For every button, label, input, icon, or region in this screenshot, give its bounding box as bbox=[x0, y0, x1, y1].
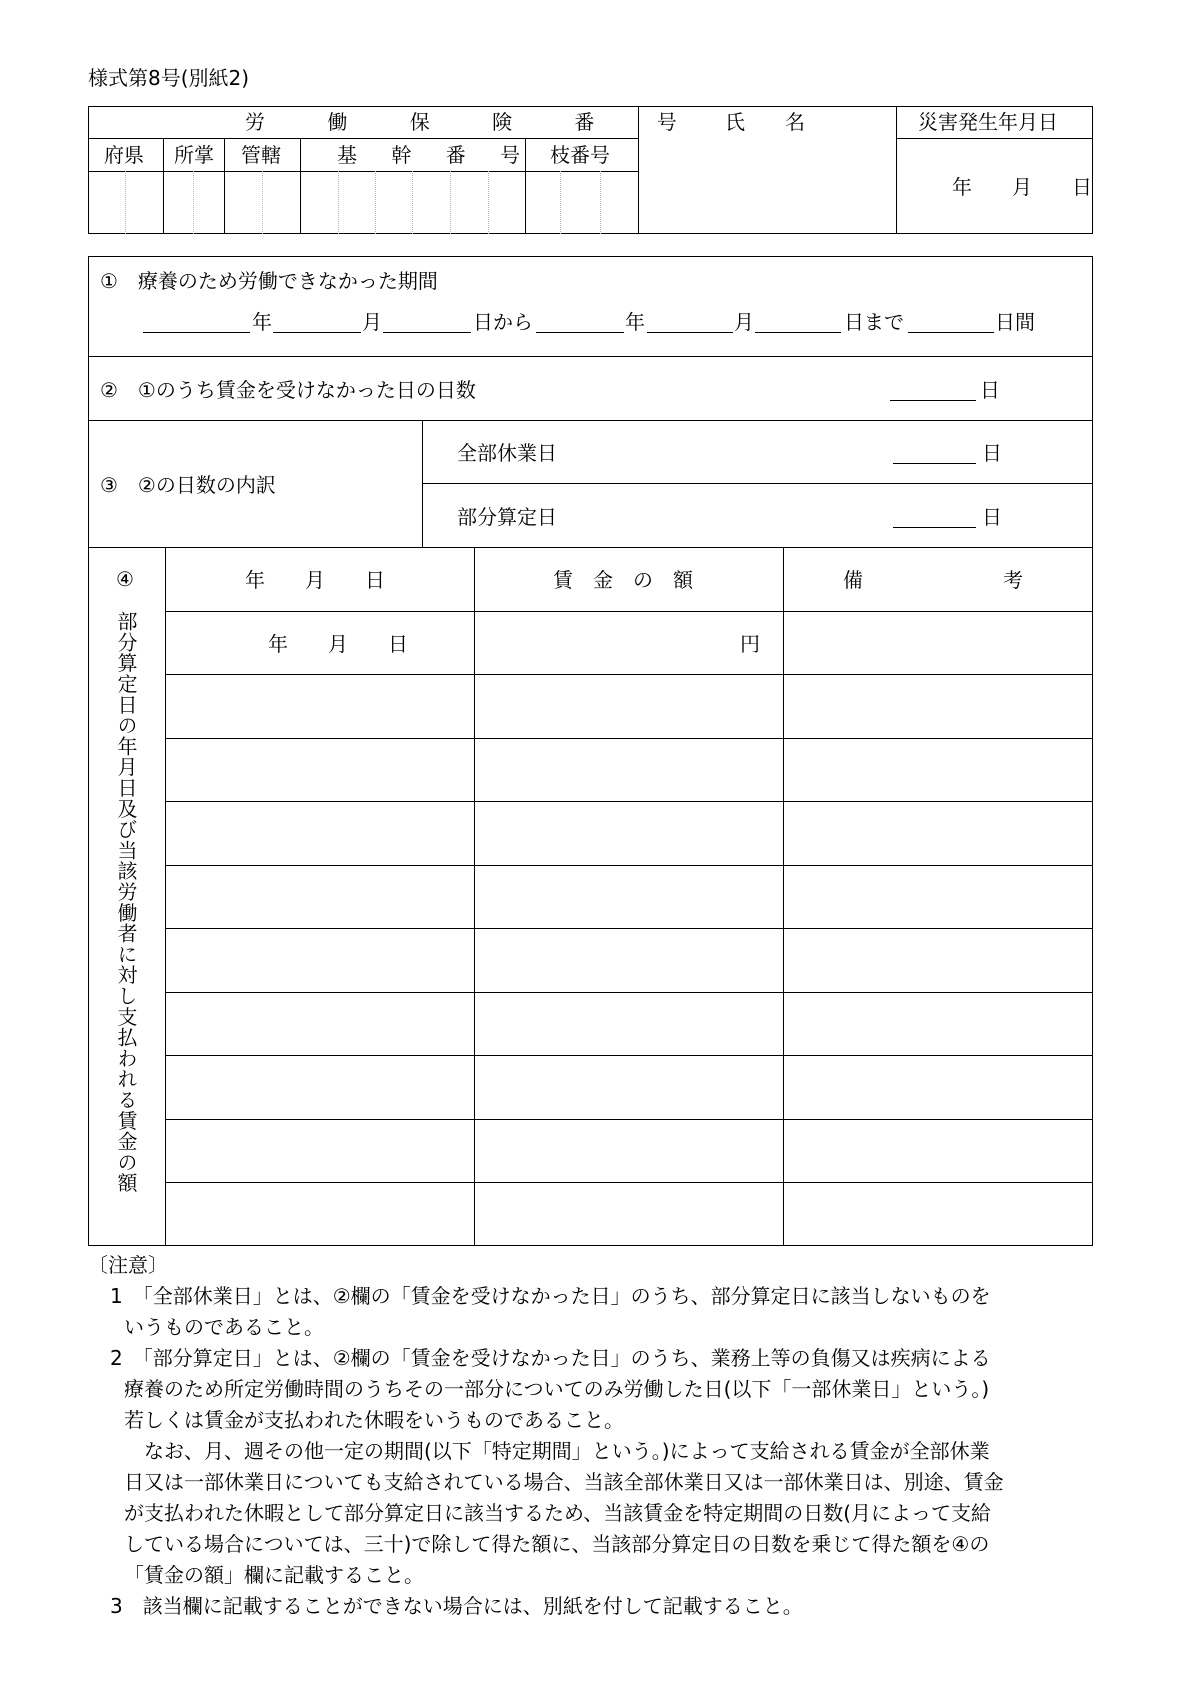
note-2f: が支払われた休暇として部分算定日に該当するため、当該賃金を特定期間の日数(月によって支給 bbox=[124, 1501, 992, 1525]
wage-table-row[interactable] bbox=[166, 1183, 1092, 1245]
insurance-number-label: 労 働 保 険 番 号 bbox=[245, 110, 705, 134]
section1-days: 日間 bbox=[995, 310, 1035, 334]
wage-table-row[interactable] bbox=[166, 1120, 1092, 1181]
note-1b: いうものであること。 bbox=[124, 1315, 324, 1339]
note-2c: 若しくは賃金が支払われた休暇をいうものであること。 bbox=[124, 1408, 624, 1432]
jurisdiction-label: 所掌 bbox=[174, 143, 214, 167]
section4-vertical-label: 部分算定日の年月日及び当該労働者に対し支払われる賃金の額 bbox=[114, 611, 138, 1194]
office-label: 管轄 bbox=[241, 143, 281, 167]
note-2e: 日又は一部休業日についても支給されている場合、当該全部休業日又は一部休業日は、別途、賃金 bbox=[124, 1470, 1004, 1494]
full-holiday-label: 全部休業日 bbox=[457, 441, 557, 465]
wage-table-row[interactable] bbox=[166, 1056, 1092, 1118]
prefecture-label: 府県 bbox=[104, 143, 144, 167]
wage-table-row[interactable] bbox=[166, 739, 1092, 800]
section2-unit: 日 bbox=[980, 378, 1000, 402]
section1-year: 年 bbox=[252, 310, 272, 334]
wage-table-row[interactable] bbox=[166, 866, 1092, 927]
form-title: 様式第8号(別紙2) bbox=[88, 66, 250, 90]
section3-label: ③ ②の日数の内訳 bbox=[100, 473, 276, 497]
wage-table-row[interactable] bbox=[166, 675, 1092, 737]
section1-month: 月 bbox=[362, 310, 382, 334]
section1-month2: 月 bbox=[734, 310, 754, 334]
office-field[interactable] bbox=[225, 172, 299, 233]
col-remarks-header: 備 考 bbox=[843, 568, 1023, 592]
jurisdiction-field[interactable] bbox=[164, 172, 223, 233]
period-input-row[interactable] bbox=[143, 305, 993, 333]
section1-from: 日から bbox=[473, 310, 533, 334]
note-2g: している場合については、三十)で除して得た額に、当該部分算定日の日数を乗じて得た額を④の bbox=[124, 1532, 990, 1556]
full-holiday-unit: 日 bbox=[982, 441, 1002, 465]
partial-day-label: 部分算定日 bbox=[457, 505, 557, 529]
note-2h: 「賃金の額」欄に記載すること。 bbox=[124, 1563, 424, 1587]
full-holiday-days-field[interactable] bbox=[893, 438, 976, 463]
wage-table-row[interactable] bbox=[166, 929, 1092, 991]
partial-day-unit: 日 bbox=[982, 505, 1002, 529]
prefecture-field[interactable] bbox=[89, 172, 162, 233]
unpaid-days-field[interactable] bbox=[890, 374, 976, 400]
name-label: 氏 名 bbox=[725, 110, 805, 134]
notes-heading: 〔注意〕 bbox=[88, 1253, 168, 1277]
row1-date: 年 月 日 bbox=[268, 632, 408, 656]
branch-number-label: 枝番号 bbox=[550, 143, 610, 167]
note-2: 2 「部分算定日」とは、②欄の「賃金を受けなかった日」のうち、業務上等の負傷又は疾病による bbox=[110, 1346, 991, 1370]
section1-label: ① 療養のため労働できなかった期間 bbox=[100, 269, 438, 293]
accident-date-value: 年 月 日 bbox=[952, 175, 1092, 199]
name-field[interactable] bbox=[639, 139, 895, 233]
note-2b: 療養のため所定労働時間のうちその一部分についてのみ労働した日(以下「一部休業日」という。) bbox=[124, 1377, 990, 1401]
section4-number: ④ bbox=[116, 567, 134, 591]
wage-table-row[interactable] bbox=[166, 993, 1092, 1054]
section1-year2: 年 bbox=[625, 310, 645, 334]
section2-label: ② ①のうち賃金を受けなかった日の日数 bbox=[100, 378, 476, 402]
col-amount-header: 賃 金 の 額 bbox=[553, 568, 693, 592]
base-number-field[interactable] bbox=[301, 172, 524, 233]
note-1: 1 「全部休業日」とは、②欄の「賃金を受けなかった日」のうち、部分算定日に該当しないものを bbox=[110, 1284, 991, 1308]
col-date-header: 年 月 日 bbox=[245, 568, 385, 592]
section1-until: 日まで bbox=[844, 310, 904, 334]
wage-table-row[interactable] bbox=[166, 802, 1092, 864]
accident-date-label: 災害発生年月日 bbox=[918, 110, 1058, 134]
branch-number-field[interactable] bbox=[526, 172, 637, 233]
wage-table-row[interactable] bbox=[166, 612, 1092, 673]
base-number-label: 基 幹 番 号 bbox=[337, 143, 535, 167]
partial-days-field[interactable] bbox=[893, 502, 976, 527]
row1-yen: 円 bbox=[740, 632, 760, 656]
note-2d: なお、月、週その他一定の期間(以下「特定期間」という。)によって支給される賃金が全部休業 bbox=[144, 1439, 990, 1463]
note-3: 3 該当欄に記載することができない場合には、別紙を付して記載すること。 bbox=[110, 1594, 803, 1618]
notes-section bbox=[88, 1250, 1088, 1622]
